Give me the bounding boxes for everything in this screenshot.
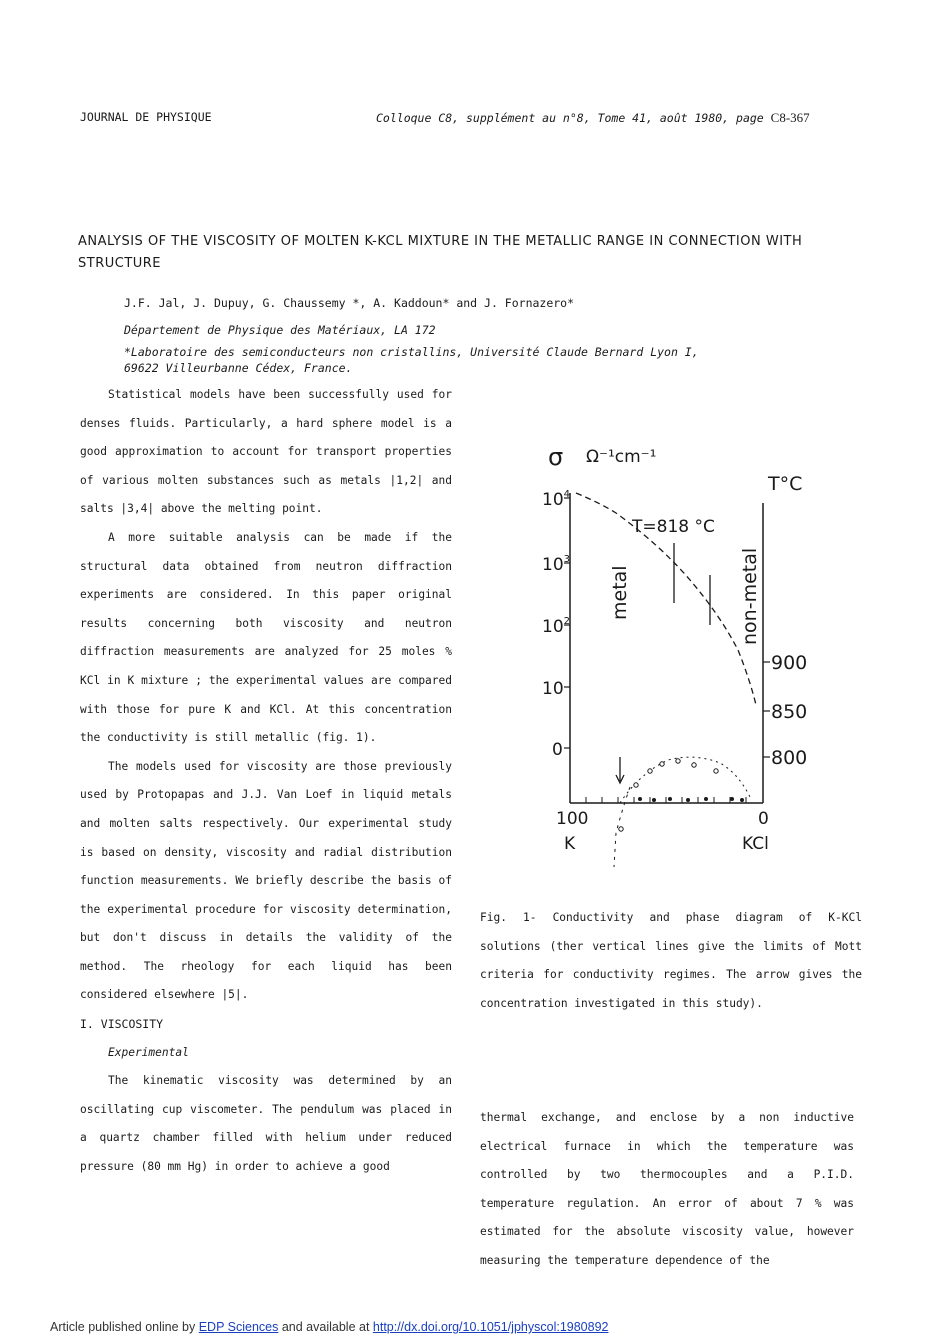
section-heading: I. VISCOSITY — [80, 1017, 164, 1032]
affiliation-2: *Laboratoire des semiconducteurs non cristallins, Université Claude Bernard Lyon I, — [124, 345, 699, 359]
x-right-species: KCl — [742, 834, 769, 854]
issue-text: Colloque C8, supplément au n°8, Tome 41, août 1980, page — [376, 111, 771, 125]
page-number: C8-367 — [770, 110, 810, 125]
temperature-annotation: T=818 °C — [632, 517, 715, 537]
doi-link[interactable]: http://dx.doi.org/10.1051/jphyscol:1980892 — [372, 1320, 609, 1334]
temp-tick-850: 850 — [771, 701, 808, 723]
publisher-link[interactable]: EDP Sciences — [198, 1320, 279, 1334]
temperature-label: T°C — [768, 473, 803, 495]
figure-caption: Fig. 1- Conductivity and phase diagram of K-KCl solutions (ther vertical lines give the limits of Mott criteria for conductivity regimes. The arrow gives the concentration investigated in this study). — [480, 911, 862, 1010]
paragraph-continuation: thermal exchange, and enclose by a non inductive electrical furnace in which the temperature was controlled by two thermocouples and a P.I.D. temperature regulation. An error of about 7 % was estimated for the absolute viscosity value, however measuring the temperature dependence of the — [480, 1111, 854, 1267]
nonmetal-label: non-metal — [739, 547, 761, 645]
x-left-value: 100 — [556, 809, 589, 829]
sigma-unit: Ω⁻¹cm⁻¹ — [586, 447, 657, 467]
affiliation-3: 69622 Villeurbanne Cédex, France. — [124, 361, 353, 375]
x-right-value: 0 — [758, 809, 769, 829]
affiliation-1: Département de Physique des Matériaux, LA 172 — [124, 323, 436, 337]
temp-tick-800: 800 — [771, 747, 808, 769]
paper-title: ANALYSIS OF THE VISCOSITY OF MOLTEN K-KCL MIXTURE IN THE METALLIC RANGE IN CONNECTION WITH STRUCTURE — [78, 234, 803, 271]
sigma-symbol: σ — [548, 443, 564, 471]
temp-tick-900: 900 — [771, 652, 808, 674]
liquidus-curve — [620, 757, 750, 803]
figure-1 — [520, 435, 820, 875]
metal-label: metal — [609, 565, 631, 620]
tick-label-10: 10 — [542, 679, 564, 699]
footer — [50, 1320, 608, 1334]
journal-name: JOURNAL DE PHYSIQUE — [80, 110, 212, 124]
tick-label-1e2: $10^2$ — [542, 616, 571, 637]
tick-label-1e4: $10^4$ — [542, 489, 571, 510]
left-column — [80, 381, 452, 1182]
issue-info — [376, 110, 810, 126]
footer-prefix: Article published online by — [50, 1320, 199, 1334]
paragraph-experimental: The kinematic viscosity was determined by an oscillating cup viscometer. The pendulum was placed in a quartz chamber filled with helium under reduced pressure (80 mm Hg) in order to achieve a good — [80, 1074, 452, 1174]
paragraph-structure: A more suitable analysis can be made if the structural data obtained from neutron diffraction experiments are considered. In this paper original results concerning both viscosity and neutron diffraction measurements are analyzed for 25 moles % KCl in K mixture ; the experimental values are compared with those for pure K and KCl. At this concentration the conductivity is still metallic (fig. 1). — [80, 530, 452, 745]
tick-label-1e3: $10^3$ — [542, 554, 571, 575]
x-left-species: K — [564, 834, 576, 854]
right-column — [480, 1104, 854, 1276]
paragraph-models: The models used for viscosity are those previously used by Protopapas and J.J. Van Loef in liquid metals and molten salts respectively. Our experimental study is based on density, viscosity and radial distribution function measurements. We briefly describe the basis of the experimental procedure for viscosity determination, but don't discuss in details the validity of the method. The rheology for each liquid has been considered elsewhere |5|. — [80, 759, 452, 1002]
paragraph-intro: Statistical models have been successfully used for denses fluids. Particularly, a hard sphere model is a good approximation to account for transport properties of various molten substances such as metals |1,2| and salts |3,4| above the melting point. — [80, 388, 452, 516]
author-list: J.F. Jal, J. Dupuy, G. Chaussemy *, A. Kaddoun* and J. Fornazero* — [124, 296, 575, 310]
tick-label-0: 0 — [552, 740, 563, 760]
footer-middle: and available at — [278, 1320, 373, 1334]
subsection-heading: Experimental — [108, 1045, 189, 1059]
